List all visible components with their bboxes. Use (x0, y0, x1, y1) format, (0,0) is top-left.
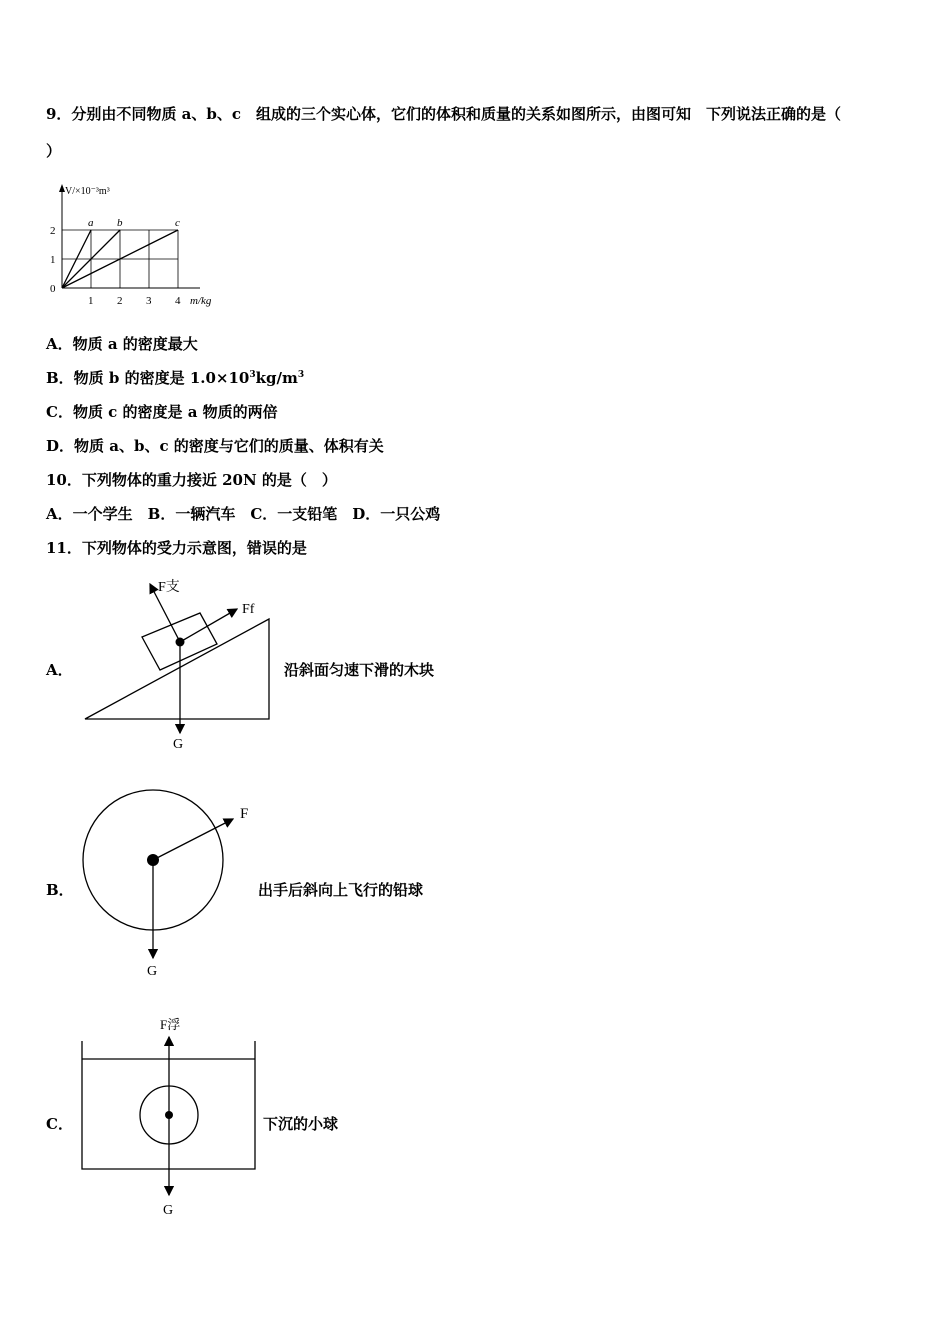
q11-a-letter: A． (46, 661, 73, 679)
series-label-a: a (88, 217, 94, 229)
q9-stem: 9．分别由不同物质 a、b、c 组成的三个实心体，它们的体积和质量的关系如图所示，由图可知 下列说法正确的是（ (46, 105, 842, 123)
gravity-label: G (147, 964, 158, 979)
y-tick-label: 0 (50, 283, 56, 295)
x-tick-label: 3 (146, 295, 152, 307)
x-tick-label: 2 (117, 295, 123, 307)
gravity-label: G (173, 737, 184, 752)
friction-force-label: Ff (242, 602, 255, 617)
y-tick-label: 1 (50, 254, 56, 266)
q11-b-caption: 出手后斜向上飞行的铅球 (258, 881, 424, 899)
x-tick-label: 1 (88, 295, 94, 307)
q9-option-c: C．物质 c 的密度是 a 物质的两倍 (46, 403, 278, 421)
q9-option-a: A．物质 a 的密度最大 (46, 335, 198, 353)
series-label-c: c (175, 217, 180, 229)
q10-stem: 10．下列物体的重力接近 20N 的是（ ） (46, 471, 337, 489)
buoyancy-label: F浮 (160, 1017, 181, 1032)
support-force-label: F支 (158, 580, 180, 595)
q10-options: A．一个学生 B．一辆汽车 C．一支铅笔 D．一只公鸡 (46, 505, 441, 523)
q9-option-b: B．物质 b 的密度是 $1.0\times 10^3kg/m^3$ (46, 369, 305, 387)
friction-force-arrow (180, 609, 237, 642)
q11-a-caption: 沿斜面匀速下滑的木块 (284, 661, 435, 679)
incline-diagram (80, 575, 280, 750)
x-tick-label: 4 (175, 295, 181, 307)
y-axis-label: V/×10⁻³m³ (65, 186, 110, 197)
applied-force-arrow (153, 819, 233, 860)
applied-force-label: F (240, 806, 249, 822)
q11-b-letter: B． (46, 881, 74, 899)
q11-c-letter: C． (46, 1115, 73, 1133)
x-axis-label: m/kg (190, 295, 212, 307)
q11-stem: 11．下列物体的受力示意图，错误的是 (46, 539, 307, 557)
shot-put-diagram (70, 785, 270, 985)
sinking-ball-diagram (80, 1015, 280, 1220)
gravity-label: G (163, 1203, 174, 1218)
q11-c-caption: 下沉的小球 (263, 1115, 339, 1133)
q9-option-d: D．物质 a、b、c 的密度与它们的质量、体积有关 (46, 437, 384, 455)
series-label-b: b (117, 217, 123, 229)
incline-ramp (85, 619, 269, 719)
q9-stem-cont: ） (46, 142, 62, 160)
volume-mass-chart (42, 182, 212, 307)
y-tick-label: 2 (50, 225, 56, 237)
